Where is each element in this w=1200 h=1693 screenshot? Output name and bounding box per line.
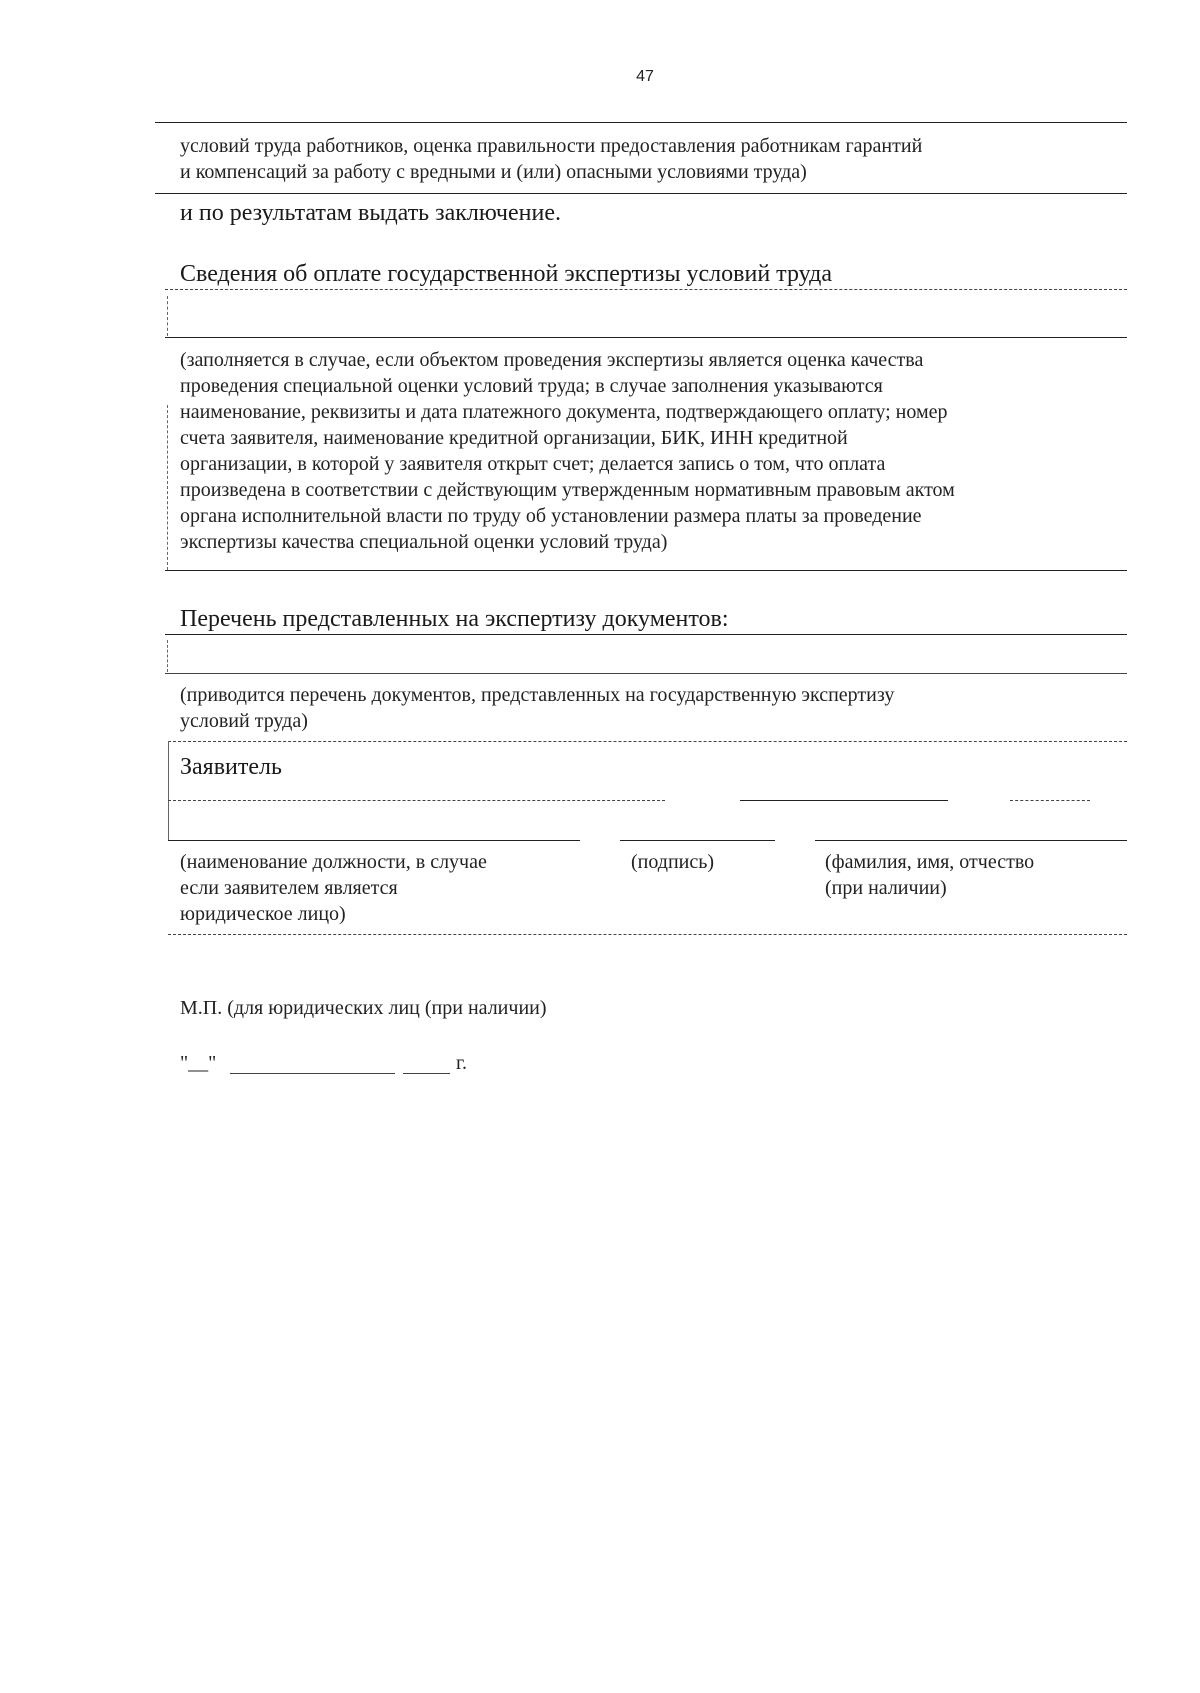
position-caption <box>180 849 600 927</box>
top-rule <box>155 122 1127 123</box>
payment-note-line: проведения специальной оценки условий труда; в случае заполнения указываются <box>180 375 883 397</box>
applicant-middle-rule-right <box>1010 800 1090 801</box>
name-field-line <box>815 840 1127 841</box>
documents-note-line: условий труда) <box>180 710 308 732</box>
applicant-left-border <box>168 741 169 841</box>
payment-field-rule <box>165 337 1127 338</box>
payment-left-border <box>167 296 168 336</box>
payment-note-line: (заполняется в случае, если объектом проведения экспертизы является оценка качества <box>180 349 924 371</box>
intro-line: и компенсаций за работу с вредными и (или) опасными условиями труда) <box>180 161 807 183</box>
documents-left-border <box>167 640 168 672</box>
applicant-middle-rule-center <box>740 800 948 801</box>
payment-heading: Сведения об оплате государственной экспертизы условий труда <box>180 261 832 287</box>
payment-note-bottom-rule <box>165 570 1127 571</box>
payment-note-line: счета заявителя, наименование кредитной организации, БИК, ИНН кредитной <box>180 427 848 449</box>
name-caption-line: (при наличии) <box>825 877 947 899</box>
applicant-bottom-rule <box>168 934 1127 935</box>
name-caption-line: (фамилия, имя, отчество <box>825 851 1035 873</box>
payment-note <box>180 347 1120 555</box>
applicant-top-rule <box>168 741 1127 742</box>
applicant-label: Заявитель <box>180 754 282 780</box>
date-suffix: г. <box>456 1052 467 1074</box>
stamp-text: М.П. (для юридических лиц (при наличии) <box>180 997 547 1019</box>
payment-note-line: органа исполнительной власти по труду об установлении размера платы за проведение <box>180 505 922 527</box>
position-caption-line: (наименование должности, в случае <box>180 851 487 873</box>
payment-heading-rule <box>165 289 1127 290</box>
payment-note-left-border <box>167 405 168 570</box>
date-year-line <box>403 1073 450 1074</box>
position-caption-line: если заявителем является <box>180 877 398 899</box>
date-month-line <box>230 1073 395 1074</box>
documents-heading-rule <box>165 634 1127 635</box>
payment-note-line: наименование, реквизиты и дата платежного документа, подтверждающего оплату; номер <box>180 401 948 423</box>
payment-note-line: экспертизы качества специальной оценки условий труда) <box>180 531 668 553</box>
position-field-line <box>168 840 580 841</box>
conclusion-text: и по результатам выдать заключение. <box>180 200 561 226</box>
signature-field-line <box>620 840 775 841</box>
payment-note-line: произведена в соответствии с действующим утвержденным нормативным правовым актом <box>180 479 955 501</box>
documents-note <box>180 682 1120 734</box>
intro-text <box>180 133 1120 185</box>
applicant-middle-rule-left <box>168 800 665 801</box>
intro-bottom-rule <box>155 193 1127 194</box>
page-number: 47 <box>636 68 654 85</box>
intro-line: условий труда работников, оценка правильности предоставления работникам гарантий <box>180 135 923 157</box>
documents-note-line: (приводится перечень документов, представленных на государственную экспертизу <box>180 684 895 706</box>
documents-heading: Перечень представленных на экспертизу документов: <box>180 606 729 632</box>
date-day: "__" <box>180 1052 217 1074</box>
name-caption <box>825 849 1125 901</box>
payment-note-line: организации, в которой у заявителя открыт счет; делается запись о том, что оплата <box>180 453 886 475</box>
signature-caption: (подпись) <box>631 851 715 873</box>
documents-field-rule <box>165 673 1127 674</box>
position-caption-line: юридическое лицо) <box>180 903 346 925</box>
